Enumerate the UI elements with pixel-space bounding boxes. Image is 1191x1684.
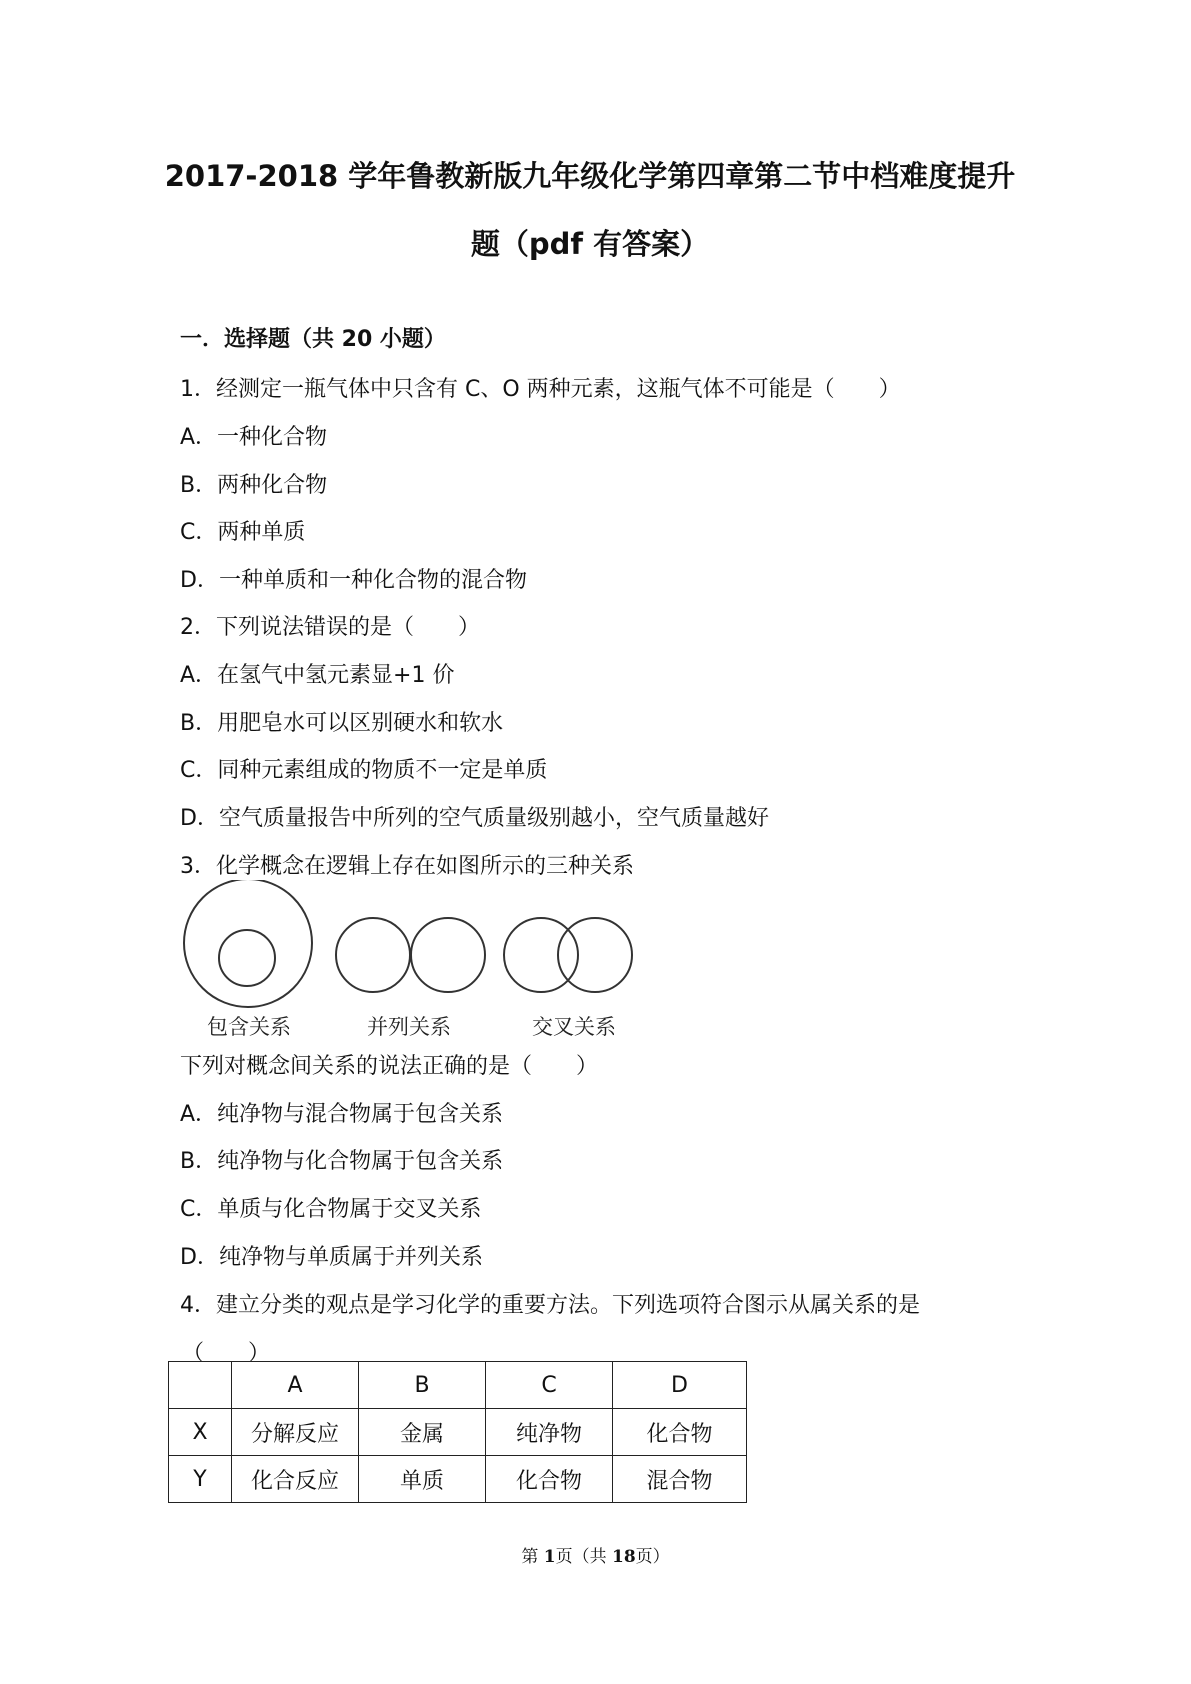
question-1-option-b: B．两种化合物	[180, 473, 328, 498]
table-row	[169, 1456, 747, 1503]
footer-suffix: 页）	[635, 1547, 670, 1567]
table-cell: X	[169, 1409, 232, 1456]
question-2-option-d: D．空气质量报告中所列的空气质量级别越小，空气质量越好	[180, 806, 769, 831]
footer-total-pages: 18	[611, 1547, 636, 1567]
parallel-right-circle	[411, 918, 485, 992]
classification-table	[168, 1361, 747, 1503]
question-4-stem-cont: （ ）	[182, 1341, 271, 1366]
label-intersect: 交叉关系	[532, 1015, 616, 1039]
table-cell: 化合反应	[232, 1456, 359, 1503]
footer-page-number: 1	[543, 1547, 556, 1567]
page-footer	[0, 1542, 1191, 1567]
table-header-cell	[169, 1362, 232, 1409]
title-line-2: 题（pdf 有答案）	[470, 227, 710, 261]
question-4-stem: 4．建立分类的观点是学习化学的重要方法。下列选项符合图示从属关系的是	[180, 1293, 920, 1318]
table-cell: 分解反应	[232, 1409, 359, 1456]
table-cell: 化合物	[613, 1409, 747, 1456]
containment-outer-circle	[184, 880, 312, 1007]
table-cell: 纯净物	[486, 1409, 613, 1456]
table-cell: 混合物	[613, 1456, 747, 1503]
question-3-option-d: D．纯净物与单质属于并列关系	[180, 1245, 483, 1270]
parallel-left-circle	[336, 918, 410, 992]
table-header-cell: D	[613, 1362, 747, 1409]
document-title	[120, 142, 1060, 278]
table-header-cell: C	[486, 1362, 613, 1409]
section-heading: 一．选择题（共 20 小题）	[180, 327, 446, 352]
question-2-option-a: A．在氢气中氢元素显+1 价	[180, 663, 455, 688]
question-1-stem: 1．经测定一瓶气体中只含有 C、O 两种元素，这瓶气体不可能是（ ）	[180, 377, 901, 402]
question-2-option-b: B．用肥皂水可以区别硬水和软水	[180, 711, 504, 736]
intersect-right-circle	[558, 918, 632, 992]
table-header-cell: A	[232, 1362, 359, 1409]
label-containment: 包含关系	[207, 1015, 291, 1039]
table-header-row	[169, 1362, 747, 1409]
table-cell: Y	[169, 1456, 232, 1503]
label-parallel: 并列关系	[367, 1015, 451, 1039]
table-cell: 单质	[359, 1456, 486, 1503]
question-1-option-c: C．两种单质	[180, 520, 306, 545]
relationship-diagram	[180, 880, 650, 1040]
question-2-option-c: C．同种元素组成的物质不一定是单质	[180, 758, 548, 783]
table-cell: 化合物	[486, 1456, 613, 1503]
question-3-stem-2: 下列对概念间关系的说法正确的是（ ）	[180, 1054, 599, 1079]
footer-prefix: 第	[521, 1547, 544, 1567]
question-3-option-c: C．单质与化合物属于交叉关系	[180, 1197, 482, 1222]
title-line-1: 2017-2018 学年鲁教新版九年级化学第四章第二节中档难度提升	[164, 159, 1016, 193]
question-3-option-b: B．纯净物与化合物属于包含关系	[180, 1149, 504, 1174]
question-2-stem: 2．下列说法错误的是（ ）	[180, 615, 480, 640]
question-1-option-d: D．一种单质和一种化合物的混合物	[180, 568, 527, 593]
question-3-stem: 3．化学概念在逻辑上存在如图所示的三种关系	[180, 854, 634, 879]
intersect-left-circle	[504, 918, 578, 992]
table-header-cell: B	[359, 1362, 486, 1409]
question-1-option-a: A．一种化合物	[180, 425, 328, 450]
table-row	[169, 1409, 747, 1456]
footer-middle: 页（共	[555, 1547, 612, 1567]
table-cell: 金属	[359, 1409, 486, 1456]
containment-inner-circle	[219, 930, 275, 986]
question-3-option-a: A．纯净物与混合物属于包含关系	[180, 1102, 504, 1127]
